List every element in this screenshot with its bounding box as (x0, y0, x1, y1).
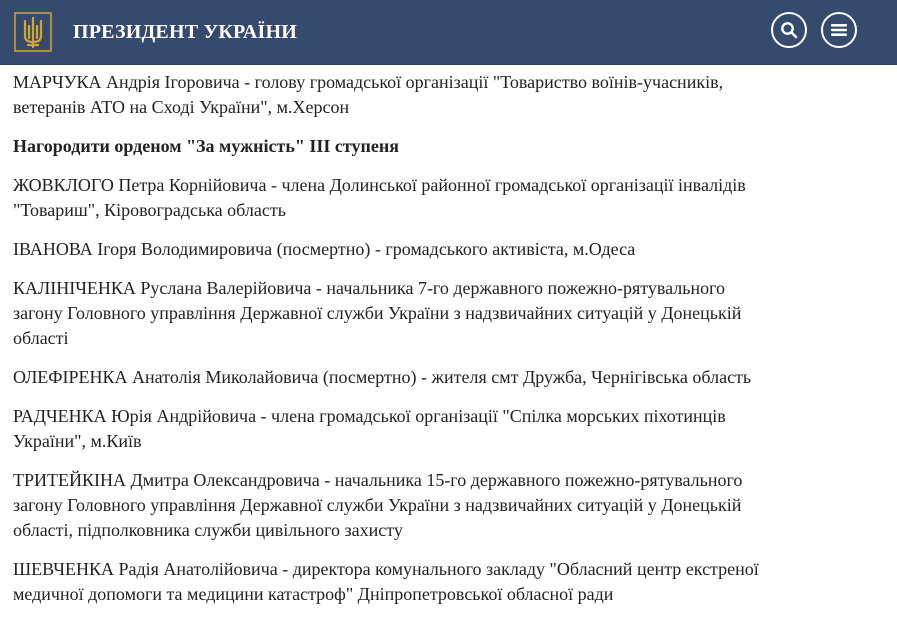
award-entry: ТРИТЕЙКІНА Дмитра Олександровича - начальника 15-го державного пожежно-рятувального загону Головного управління Державної служби України з надзвичайних ситуацій у Донецькій області, підполковника служби цивільного захисту (13, 470, 743, 540)
award-entry: ШЕВЧЕНКА Радія Анатолійовича - директора комунального закладу "Обласний центр екстреної медичної допомоги та медицини катастроф" Дніпропетровської обласної ради (13, 559, 759, 604)
award-entry: МАРЧУКА Андрія Ігоровича - голову громадської організації "Товариство воїнів-учасників, ветеранів АТО на Сході України", м.Херсон (13, 72, 724, 117)
site-header (0, 0, 897, 65)
search-button[interactable] (771, 12, 807, 48)
site-title[interactable]: ПРЕЗИДЕНТ УКРАЇНИ (73, 21, 298, 43)
trident-emblem-icon[interactable] (14, 12, 52, 52)
award-entry: ЖОВКЛОГО Петра Корнійовича - члена Долинської районної громадської організації інвалідів "Товариш", Кіровоградська область (13, 175, 746, 220)
award-entry: РАДЧЕНКА Юрія Андрійовича - члена громадської організації "Спілка морських піхотинців України", м.Київ (13, 406, 726, 451)
award-entry: КАЛІНІЧЕНКА Руслана Валерійовича - начальника 7-го державного пожежно-рятувального загону Головного управління Державної служби України з надзвичайних ситуацій у Донецькій області (13, 278, 742, 348)
award-entry: ІВАНОВА Ігоря Володимировича (посмертно) - громадського активіста, м.Одеса (13, 239, 636, 259)
decree-content (13, 64, 773, 621)
search-icon (780, 21, 798, 39)
section-heading: Нагородити орденом "За мужність" III ступеня (13, 136, 399, 156)
award-entry: ОЛЕФІРЕНКА Анатолія Миколайовича (посмертно) - жителя смт Дружба, Чернігівська область (13, 367, 752, 387)
hamburger-menu-icon (830, 22, 848, 38)
menu-button[interactable] (821, 12, 857, 48)
